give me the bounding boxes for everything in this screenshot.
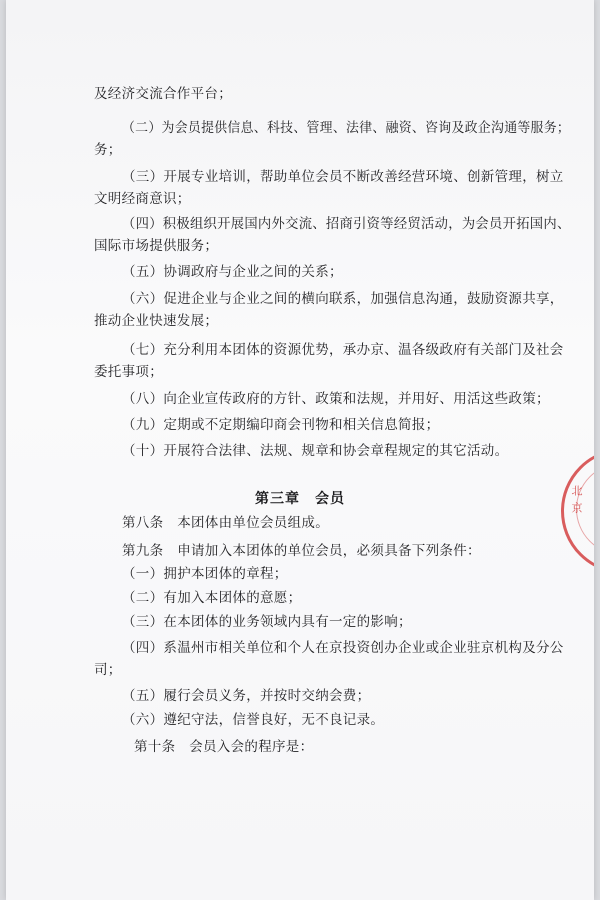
text-line: （五）协调政府与企业之间的关系； bbox=[122, 264, 343, 280]
text-line: （二）有加入本团体的意愿； bbox=[122, 590, 302, 606]
text-line: （三）在本团体的业务领域内具有一定的影响； bbox=[122, 614, 412, 630]
text-line: 第九条 申请加入本团体的单位会员，必须具备下列条件： bbox=[122, 543, 481, 559]
text-line: 国际市场提供服务； bbox=[94, 238, 219, 254]
text-line: 第十条 会员入会的程序是： bbox=[134, 739, 314, 755]
text-line: （八）向企业宣传政府的方针、政策和法规，并用好、用活这些政策； bbox=[122, 391, 550, 407]
text-line: （三）开展专业培训，帮助单位会员不断改善经营环境、创新管理，树立 bbox=[122, 169, 564, 185]
text-line: 及经济交流合作平台； bbox=[94, 86, 232, 102]
text-line: 推动企业快速发展； bbox=[94, 313, 219, 329]
red-seal-stamp bbox=[561, 448, 594, 574]
text-line: （六）遵纪守法，信誉良好，无不良记录。 bbox=[122, 712, 385, 728]
text-line: 文明经商意识； bbox=[94, 191, 191, 207]
text-line: 委托事项； bbox=[94, 364, 163, 380]
text-line: （二）为会员提供信息、科技、管理、法律、融资、咨询及政企沟通等服务； bbox=[122, 120, 571, 136]
chapter-heading: 第三章 会员 bbox=[255, 491, 345, 507]
document-page bbox=[6, 0, 594, 900]
text-line: （六）促进企业与企业之间的横向联系，加强信息沟通，鼓励资源共享， bbox=[122, 291, 564, 307]
text-line: （一）拥护本团体的章程； bbox=[122, 566, 288, 582]
text-line: （四）积极组织开展国内外交流、招商引资等经贸活动，为会员开拓国内、 bbox=[122, 216, 571, 232]
text-line: 务； bbox=[94, 142, 122, 158]
text-line: 司； bbox=[94, 662, 122, 678]
text-line: （五）履行会员义务，并按时交纳会费； bbox=[122, 688, 371, 704]
text-line: （九）定期或不定期编印商会刊物和相关信息简报； bbox=[122, 417, 440, 433]
text-line: （四）系温州市相关单位和个人在京投资创办企业或企业驻京机构及分公 bbox=[122, 640, 564, 656]
text-line: 第八条 本团体由单位会员组成。 bbox=[122, 515, 329, 531]
seal-text: 北京 bbox=[570, 485, 583, 519]
text-line: （七）充分利用本团体的资源优势，承办京、温各级政府有关部门及社会 bbox=[122, 342, 564, 358]
text-line: （十）开展符合法律、法规、规章和协会章程规定的其它活动。 bbox=[122, 443, 509, 459]
